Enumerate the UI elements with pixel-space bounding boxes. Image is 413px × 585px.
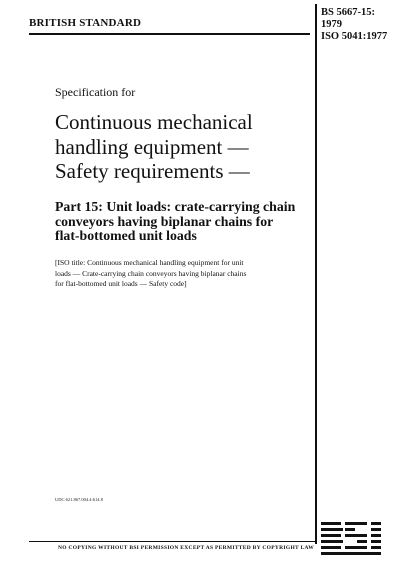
spec-for-label: Specification for [55, 85, 136, 99]
standard-number [321, 7, 387, 43]
main-title-line: handling equipment — [55, 134, 249, 159]
standard-number-line: BS 5667-15: [321, 7, 375, 18]
iso-title-line: [ISO title: Continuous mechanical handling equipment for unit [55, 258, 244, 267]
standard-number-line: ISO 5041:1977 [321, 31, 388, 42]
part-title-line: conveyors having biplanar chains for [55, 213, 274, 229]
copyright-notice: NO COPYING WITHOUT BSI PERMISSION EXCEPT AS PERMITTED BY COPYRIGHT LAW [58, 545, 315, 551]
iso-title-line: for flat-bottomed unit loads — Safety code] [55, 279, 187, 288]
main-title-line: Safety requirements — [55, 159, 250, 183]
iso-title [55, 258, 317, 290]
part-title [55, 200, 317, 244]
iso-title-line: loads — Crate-carrying chain conveyors having biplanar chains [55, 268, 247, 278]
part-title-line: flat-bottomed unit loads [55, 228, 197, 243]
udc-code: UDC 621.867.004.4:614.8 [55, 497, 103, 502]
brand-label: BRITISH STANDARD [29, 17, 142, 29]
part-title-line: Part 15: Unit loads: crate-carrying chain [55, 199, 296, 214]
standard-number-line: 1979 [321, 19, 342, 30]
main-title [55, 110, 320, 184]
top-rule [29, 33, 310, 35]
bsi-logo [321, 512, 389, 560]
main-title-line: Continuous mechanical [55, 110, 253, 134]
bottom-rule [29, 541, 315, 542]
